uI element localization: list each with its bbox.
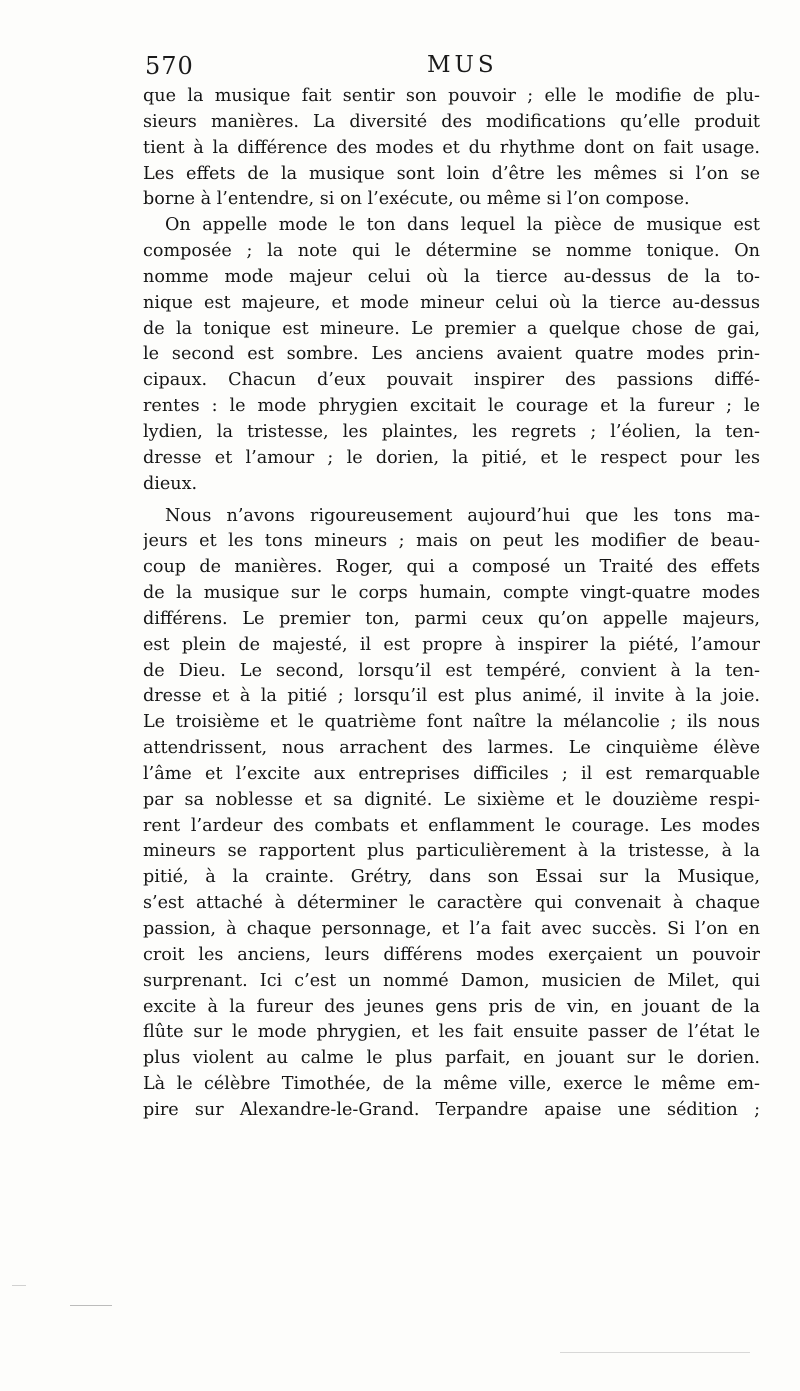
text-line: Là le célèbre Timothée, de la même ville, exerce le même em- xyxy=(143,1074,760,1095)
text-line: lydien, la tristesse, les plaintes, les regrets ; l’éolien, la ten- xyxy=(143,421,760,442)
paragraph xyxy=(143,213,760,497)
text-line: plus violent au calme le plus parfait, en jouant sur le dorien. xyxy=(143,1048,760,1069)
text-line: On appelle mode le ton dans lequel la pièce de musique est xyxy=(165,215,760,236)
text-line: attendrissent, nous arrachent des larmes. Le cinquième élève xyxy=(143,738,760,759)
text-line: s’est attaché à déterminer le caractère qui convenait à chaque xyxy=(143,893,760,914)
text-line: borne à l’entendre, si on l’exécute, ou même si l’on compose. xyxy=(143,189,690,210)
text-line: de Dieu. Le second, lorsqu’il est tempéré, convient à la ten- xyxy=(143,660,760,681)
running-head: MUS xyxy=(427,52,498,78)
text-line: nique est majeure, et mode mineur celui où la tierce au-dessus xyxy=(143,292,760,313)
text-line: Nous n’avons rigoureusement aujourd’hui que les tons ma- xyxy=(165,505,760,526)
page-header xyxy=(145,50,755,84)
text-line: pitié, à la crainte. Grétry, dans son Essai sur la Musique, xyxy=(143,867,760,888)
text-line: le second est sombre. Les anciens avaient quatre modes prin- xyxy=(143,344,760,365)
text-line: l’âme et l’excite aux entreprises difficiles ; il est remarquable xyxy=(143,763,760,784)
text-line: flûte sur le mode phrygien, et les fait ensuite passer de l’état le xyxy=(143,1022,760,1043)
scan-mark xyxy=(560,1352,750,1353)
text-line: différens. Le premier ton, parmi ceux qu’on appelle majeurs, xyxy=(143,608,760,629)
text-line: tient à la différence des modes et du rhythme dont on fait usage. xyxy=(143,137,760,158)
text-line: est plein de majesté, il est propre à inspirer la piété, l’amour xyxy=(143,634,760,655)
page-number: 570 xyxy=(145,52,194,80)
text-line: de la tonique est mineure. Le premier a quelque chose de gai, xyxy=(143,318,760,339)
text-line: dieux. xyxy=(143,473,198,494)
text-line: dresse et à la pitié ; lorsqu’il est plus animé, il invite à la joie. xyxy=(143,686,760,707)
scan-mark xyxy=(12,1285,26,1286)
text-line: cipaux. Chacun d’eux pouvait inspirer des passions diffé- xyxy=(143,370,760,391)
text-line: mineurs se rapportent plus particulièrement à la tristesse, à la xyxy=(143,841,760,862)
text-line: excite à la fureur des jeunes gens pris de vin, en jouant de la xyxy=(143,996,760,1017)
text-line: que la musique fait sentir son pouvoir ; elle le modifie de plu- xyxy=(143,86,760,106)
text-line: Le troisième et le quatrième font naître la mélancolie ; ils nous xyxy=(143,712,760,733)
text-line: sieurs manières. La diversité des modifications qu’elle produit xyxy=(143,111,760,132)
text-line: pire sur Alexandre-le-Grand. Terpandre apaise une sédition ; xyxy=(143,1099,760,1120)
text-line: rentes : le mode phrygien excitait le courage et la fureur ; le xyxy=(143,396,760,417)
paragraph xyxy=(143,504,760,1124)
text-line: surprenant. Ici c’est un nommé Damon, musicien de Milet, qui xyxy=(143,970,760,991)
text-line: coup de manières. Roger, qui a composé un Traité des effets xyxy=(143,557,760,578)
text-line: passion, à chaque personnage, et l’a fait avec succès. Si l’on en xyxy=(143,919,760,939)
paragraph xyxy=(143,84,760,213)
scan-mark xyxy=(70,1305,112,1306)
text-line: Les effets de la musique sont loin d’être les mêmes si l’on se xyxy=(143,163,760,184)
text-line: dresse et l’amour ; le dorien, la pitié, et le respect pour les xyxy=(143,447,760,468)
text-line: nomme mode majeur celui où la tierce au-dessus de la to- xyxy=(143,266,760,287)
text-line: rent l’ardeur des combats et enflamment le courage. Les modes xyxy=(143,815,760,836)
text-line: par sa noblesse et sa dignité. Le sixième et le douzième respi- xyxy=(143,789,760,810)
text-line: composée ; la note qui le détermine se nomme tonique. On xyxy=(143,241,760,262)
text-line: de la musique sur le corps humain, compte vingt-quatre modes xyxy=(143,583,760,604)
body-text xyxy=(143,84,760,1124)
text-line: croit les anciens, leurs différens modes exerçaient un pouvoir xyxy=(143,944,760,965)
text-line: jeurs et les tons mineurs ; mais on peut les modifier de beau- xyxy=(143,531,760,552)
